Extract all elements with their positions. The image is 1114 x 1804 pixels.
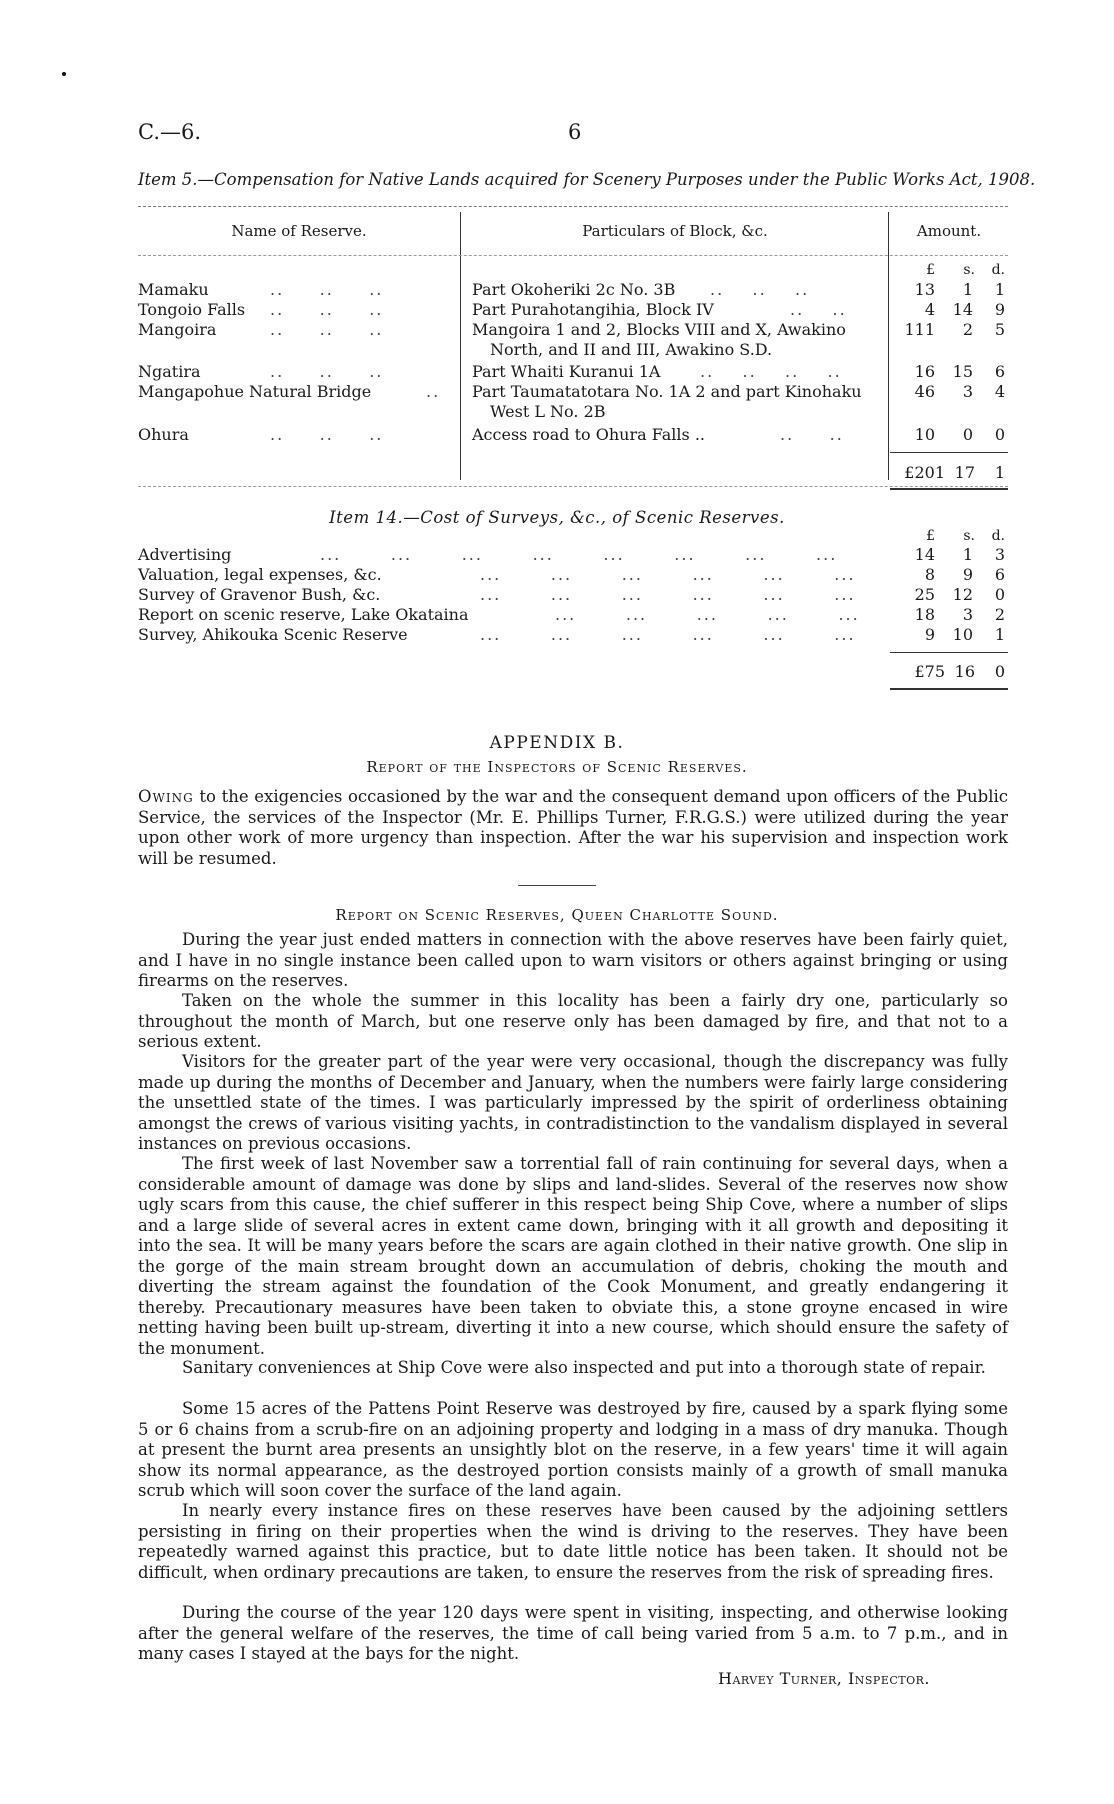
amount-pounds: 111 [904,320,935,339]
total-rule [890,452,1008,453]
page-number: 6 [568,120,582,144]
report-paragraph: Sanitary conveniences at Ship Cove were also inspected and put into a thorough state of repair. [182,1358,986,1377]
amount-pounds: 25 [914,585,935,604]
amount-shillings: 0 [962,425,973,444]
amount-pence: 3 [994,545,1005,564]
amount-pence: 5 [994,320,1005,339]
currency-pence: d. [991,262,1005,278]
amount-pounds: 9 [924,625,935,644]
leader-dots: .. .. .. [710,280,810,299]
amount-pounds: 14 [914,545,935,564]
total-double-rule [890,488,1008,490]
block-particulars: Part Okoheriki 2c No. 3B [472,280,676,299]
leader-dots: .. .. .. [270,320,384,339]
leader-dots: ... ... ... ... ... ... [480,585,856,604]
report-paragraph: Some 15 acres of the Pattens Point Reserve was destroyed by fire, caused by a spark flying some 5 or 6 chains from a scrub-fire on an adjoining property and lodging in a mass of dry manuka. Though at present the burnt area presents an unsightly blot on the reserve, in a few years' time it will again show its normal appearance, as the destroyed portion consists mainly of a growth of small manuka scrub which will soon cover the surface of the land again. [138,1399,1008,1500]
reserve-name: Mangoira [138,320,217,339]
block-particulars: Access road to Ohura Falls .. [472,425,706,444]
block-particulars: Part Whaiti Kuranui 1A [472,362,661,381]
report-title: Report on Scenic Reserves, Queen Charlotte Sound. [335,906,779,924]
appendix-title: APPENDIX B. [489,733,625,753]
leader-dots: .. .. .. [270,280,384,299]
signature: Harvey Turner, Inspector. [718,1669,930,1688]
currency-shillings: s. [963,262,975,278]
leader-dots: ... ... ... ... ... ... ... ... [320,545,838,564]
amount-pounds: 8 [924,565,935,584]
appendix-intro [138,787,1008,869]
section-divider [518,885,596,886]
leader-dots: .. .. .. [270,362,384,381]
reserve-name: Ohura [138,425,189,444]
total-shillings: 16 [954,662,975,681]
amount-pounds: 16 [914,362,935,381]
reserve-name: Tongoio Falls [138,300,246,319]
series-number: C.—6. [138,120,202,144]
column-header-particulars: Particulars of Block, &c. [582,222,768,240]
column-header-name: Name of Reserve. [231,222,367,240]
amount-pence: 2 [994,605,1005,624]
leader-dots: .. .. [780,425,844,444]
amount-shillings: 1 [962,280,973,299]
amount-shillings: 15 [952,362,973,381]
amount-shillings: 2 [962,320,973,339]
total-rule [890,652,1008,653]
leader-dots: .. .. .. [270,300,384,319]
block-particulars: Part Purahotangihia, Block IV [472,300,714,319]
leader-dots: .. .. [790,300,847,319]
report-paragraph: The first week of last November saw a torrential fall of rain continuing for several days, when a considerable amount of damage was done by slips and land-slides. Several of the reserves now show ugly scars from this cause, the chief sufferer in this respect being Ship Cove, where a number of slips and a large slide of several acres in extent came down, bringing with it all growth and depositing it into the sea. It will be many years before the scars are again clothed in their native growth. One slip in the gorge of the main stream brought down an accumulation of debris, choking the mouth and diverting the stream against the foundation of the Cook Monument, and greatly endangering it thereby. Precautionary measures have been taken to obviate this, a stone groyne encased in wire netting having been built up-stream, diverting it into a new course, which should ensure the safety of the monument. [138,1154,1008,1358]
amount-shillings: 9 [962,565,973,584]
column-divider [460,212,461,480]
leader-dots: ... ... ... ... ... ... [480,565,856,584]
leader-dots: ... ... ... ... ... ... [480,625,856,644]
intro-lead-word: Owing [138,787,194,806]
amount-pounds: 13 [914,280,935,299]
amount-pence: 0 [994,425,1005,444]
amount-pence: 1 [994,280,1005,299]
report-paragraph: During the course of the year 120 days were spent in visiting, inspecting, and otherwise looking after the general welfare of the reserves, the time of call being varied from 5 a.m. to 7 p.m., and in many cases I stayed at the bays for the night. [138,1603,1008,1663]
total-pence: 1 [994,463,1005,482]
report-paragraph: In nearly every instance fires on these reserves have been caused by the adjoining settlers persisting in firing on their properties when the wind is driving to the reserves. They have been repeatedly warned against this practice, but to date little notice has been taken. It should not be difficult, when ordinary precautions are taken, to ensure the reserves from the risk of spreading fires. [138,1501,1008,1582]
item5-title: Item 5.—Compensation for Native Lands acquired for Scenery Purposes under the Public Works Act, 1908. [138,170,1036,189]
column-divider [888,212,889,480]
reserve-name: Ngatira [138,362,201,381]
block-particulars: North, and II and III, Awakino S.D. [490,340,773,359]
total-double-rule [890,688,1008,690]
amount-shillings: 14 [952,300,973,319]
amount-shillings: 12 [952,585,973,604]
total-pence: 0 [994,662,1005,681]
amount-pounds: 4 [924,300,935,319]
report-paragraph: During the year just ended matters in connection with the above reserves have been fairly quiet, and I have in no single instance been called upon to warn visitors or others against bringing or using firearms on the reserves. [138,930,1008,990]
amount-shillings: 3 [962,605,973,624]
item14-title: Item 14.—Cost of Surveys, &c., of Scenic Reserves. [329,508,785,527]
block-particulars: Mangoira 1 and 2, Blocks VIII and X, Awakino [472,320,846,339]
stray-dot [62,72,66,76]
appendix-subtitle: Report of the Inspectors of Scenic Reserves. [366,758,748,776]
currency-shillings: s. [963,528,975,544]
table-bottom-rule [138,486,1008,487]
amount-shillings: 10 [952,625,973,644]
expense-label: Survey, Ahikouka Scenic Reserve [138,625,408,644]
column-header-amount: Amount. [916,222,982,240]
intro-body: to the exigencies occasioned by the war and the consequent demand upon officers of the Public Service, the services of the Inspector (Mr. E. Phillips Turner, F.R.G.S.) were utilized during the year upon other work of more urgency than inspection. After the war his supervision and inspection work will be resumed. [138,787,1009,868]
total-shillings: 17 [954,463,975,482]
total-pounds: £201 [904,463,945,482]
expense-label: Valuation, legal expenses, &c. [138,565,382,584]
currency-pence: d. [991,528,1005,544]
amount-pence: 6 [994,565,1005,584]
reserve-name: Mamaku [138,280,209,299]
leader-dots: .. .. .. [270,425,384,444]
currency-pounds: £ [926,262,935,278]
amount-pence: 0 [994,585,1005,604]
leader-dots: .. [426,382,441,401]
block-particulars: Part Taumatatotara No. 1A 2 and part Kinohaku [472,382,862,401]
amount-pounds: 18 [914,605,935,624]
leader-dots: .. .. .. .. [700,362,842,381]
leader-dots: ... ... ... ... ... [555,605,860,624]
block-particulars: West L No. 2B [490,402,606,421]
expense-label: Report on scenic reserve, Lake Okataina [138,605,469,624]
amount-pence: 4 [994,382,1005,401]
report-paragraph: Visitors for the greater part of the year were very occasional, though the discrepancy was fully made up during the months of December and January, when the numbers were fairly large considering the unsettled state of the times. I was particularly impressed by the spirit of orderliness obtaining amongst the crews of various visiting yachts, in contradistinction to the vandalism displayed in several instances on previous occasions. [138,1052,1008,1153]
reserve-name: Mangapohue Natural Bridge [138,382,372,401]
report-paragraph: Taken on the whole the summer in this locality has been a fairly dry one, particularly so throughout the month of March, but one reserve only has been damaged by fire, and that not to a serious extent. [138,991,1008,1051]
expense-label: Advertising [138,545,232,564]
table-top-rule [138,206,1008,207]
header-rule [138,255,1008,256]
amount-pence: 1 [994,625,1005,644]
amount-pence: 6 [994,362,1005,381]
amount-shillings: 1 [962,545,973,564]
amount-pounds: 46 [914,382,935,401]
amount-pence: 9 [994,300,1005,319]
expense-label: Survey of Gravenor Bush, &c. [138,585,381,604]
amount-shillings: 3 [962,382,973,401]
total-pounds: £75 [914,662,945,681]
amount-pounds: 10 [914,425,935,444]
currency-pounds: £ [926,528,935,544]
